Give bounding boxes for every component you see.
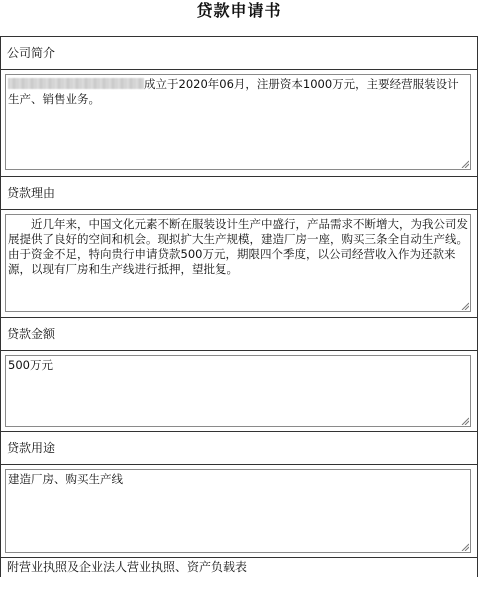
loan-reason-cell bbox=[1, 210, 477, 317]
loan-amount-text: 500万元 bbox=[8, 358, 53, 372]
loan-purpose-textarea[interactable] bbox=[5, 469, 471, 553]
resize-grip-icon[interactable] bbox=[460, 416, 469, 425]
loan-purpose-label: 贷款用途 bbox=[1, 431, 477, 465]
resize-grip-icon[interactable] bbox=[460, 301, 469, 310]
resize-grip-icon[interactable] bbox=[460, 542, 469, 551]
loan-amount-cell bbox=[1, 351, 477, 431]
resize-grip-icon[interactable] bbox=[460, 159, 469, 168]
loan-purpose-cell bbox=[1, 465, 477, 557]
company-intro-cell bbox=[1, 70, 477, 176]
company-intro-text: 成立于2020年06月，注册资本1000万元，主要经营服装设计生产、销售业务。 bbox=[8, 77, 459, 106]
page-title: 贷款申请书 bbox=[196, 1, 282, 20]
loan-reason-text: 近几年来，中国文化元素不断在服装设计生产中盛行，产品需求不断增大，为我公司发展提供了良好的空间和机会。现拟扩大生产规模，建造厂房一座，购买三条全自动生产线。由于资金不足，特向贵行申请贷款500万元，期限四个季度，以公司经营收入作为还款来源，以现有厂房和生产线进行抵押，望批复。 bbox=[8, 217, 468, 276]
company-intro-label: 公司简介 bbox=[1, 36, 477, 70]
company-intro-textarea[interactable] bbox=[5, 74, 471, 170]
loan-purpose-text: 建造厂房、购买生产线 bbox=[8, 472, 123, 486]
loan-amount-label: 贷款金额 bbox=[1, 317, 477, 351]
attachments-note: 附营业执照及企业法人营业执照、资产负载表 bbox=[1, 557, 477, 577]
loan-reason-textarea[interactable] bbox=[5, 214, 471, 312]
loan-amount-textarea[interactable] bbox=[5, 355, 471, 427]
loan-reason-label: 贷款理由 bbox=[1, 176, 477, 210]
redacted-company-name bbox=[8, 78, 144, 89]
loan-application-form bbox=[0, 36, 478, 577]
